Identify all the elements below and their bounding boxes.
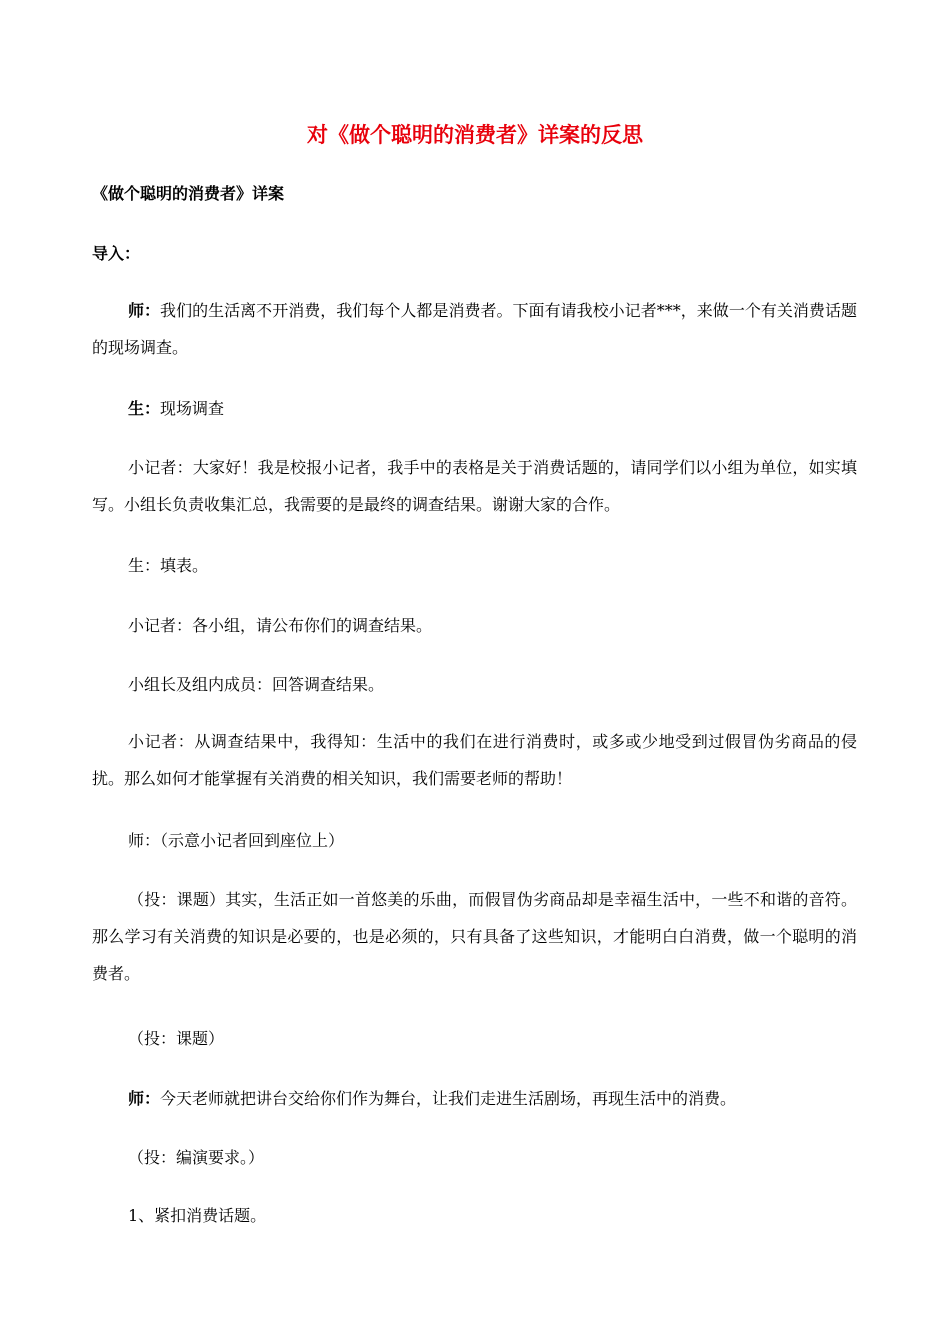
section-intro-heading: 导入： xyxy=(92,244,141,263)
paragraph-text: 现场调查 xyxy=(160,399,225,418)
paragraph-group-answer: 小组长及组内成员：回答调查结果。 xyxy=(128,675,385,694)
paragraph-text: 今天老师就把讲台交给你们作为舞台，让我们走进生活剧场，再现生活中的消费。 xyxy=(160,1089,737,1108)
paragraph-reporter-conclusion: 小记者：从调查结果中，我得知：生活中的我们在进行消费时，或多或少地受到过假冒伪劣商品的侵扰。那么如何才能掌握有关消费的相关知识，我们需要老师的帮助！ xyxy=(92,732,857,788)
paragraph-reporter-announce: 小记者：各小组，请公布你们的调查结果。 xyxy=(128,616,433,635)
paragraph-teacher-intro xyxy=(92,292,857,366)
paragraph-performance-requirements: （投：编演要求。） xyxy=(128,1148,265,1167)
speaker-label: 师： xyxy=(128,301,161,320)
speaker-label: 生： xyxy=(128,399,161,418)
paragraph-text: 我们的生活离不开消费，我们每个人都是消费者。下面有请我校小记者***，来做一个有关消费话题的现场调查。 xyxy=(92,301,857,357)
document-title: 对《做个聪明的消费者》详案的反思 xyxy=(307,122,643,147)
paragraph-teacher-stage xyxy=(92,1080,857,1117)
paragraph-reporter-greeting: 小记者：大家好！我是校报小记者，我手中的表格是关于消费话题的，请同学们以小组为单位，如实填写。小组长负责收集汇总，我需要的是最终的调查结果。谢谢大家的合作。 xyxy=(92,458,857,514)
paragraph-student-fill-form: 生：填表。 xyxy=(128,556,209,575)
paragraph-topic-projection: （投：课题） xyxy=(128,1029,225,1048)
speaker-label: 师： xyxy=(128,1089,161,1108)
lesson-plan-heading: 《做个聪明的消费者》详案 xyxy=(92,184,285,203)
list-item-requirement-1: 1、紧扣消费话题。 xyxy=(128,1206,267,1225)
paragraph-student-survey xyxy=(92,390,857,427)
paragraph-topic-music: （投：课题）其实，生活正如一首悠美的乐曲，而假冒伪劣商品却是幸福生活中，一些不和谐的音符。那么学习有关消费的知识是必要的，也是必须的，只有具备了这些知识，才能明白白消费，做一个聪明的消费者。 xyxy=(92,890,857,983)
paragraph-teacher-gesture: 师：（示意小记者回到座位上） xyxy=(128,831,345,850)
